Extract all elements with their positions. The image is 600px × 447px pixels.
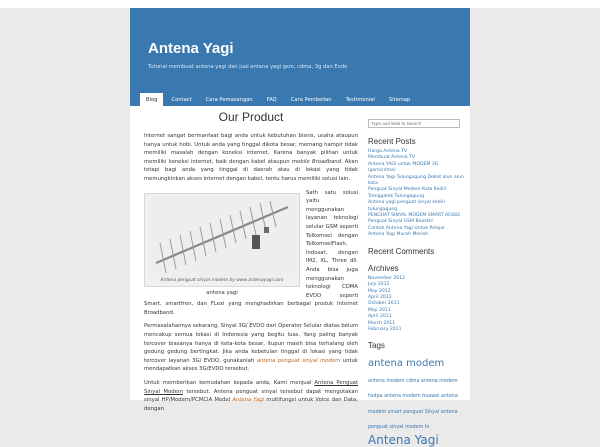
paragraph-problem <box>144 322 358 374</box>
recent-post-link[interactable]: Membuat Antena TV <box>368 155 415 161</box>
nav-item-blog[interactable]: Blog <box>140 93 163 106</box>
recent-post-link[interactable]: Penguat Sinyal GSM Booster <box>368 219 434 225</box>
paragraph-offer <box>144 379 358 413</box>
paragraph-text: untuk mendapatkan akses 3G/EVDO tersebut. <box>144 357 358 373</box>
archive-link[interactable]: November 2012 <box>368 275 406 281</box>
site-header <box>130 8 470 93</box>
figure-caption: antena yagi <box>206 289 238 296</box>
recent-post-link[interactable]: Penguat Sinyal Modem Kota Kediri <box>368 187 447 193</box>
paragraph-solution: Sath satu solusi yaitu menggunakan layanan teknologi selular GSM seperti Telkomsel dengan TelkomselFlash, Indosat, dengan IM2, XL, Three dll. Anda bisa juga menggunakan teknologi CDMA EVDO seperti Smart, smartfren, dan FLexi yang menghadirkan berbagai produk Internet Broadband. <box>144 189 358 316</box>
archive-link[interactable]: March 2011 <box>368 320 396 326</box>
paragraph-text: Permasalahannya sekarang, Sinyal 3G/ EVDO dari Operator Selular diatas belum mencakup semua lokasi di Indonesia yang begitu luas. Yang paling banyak tercover biasanya hanya di kota-kota besar, itupun masih bisa terhalang oleh gedung gedung bertingkat. Jika anda kebetulan tinggal di lokasi yang tidak tercover layanan 3G/ EVDO, gunakanlah <box>144 323 358 364</box>
recent-post-link[interactable]: Contoh Antena Yagi Untuk Pelajar <box>368 225 446 231</box>
nav-item-cara-pembelian[interactable]: Cara Pembelian <box>290 97 332 103</box>
archive-link[interactable]: April 2012 <box>368 294 392 300</box>
paragraph-text: tersebut. Antena penguat sinyal tersebut dapat mengutakan sinyal HP/Modem/PCMCIA Model <box>144 388 358 404</box>
archive-link[interactable]: February 2011 <box>368 326 402 332</box>
recent-post-link[interactable]: PENGUAT SINYAL MODEM SMART AC682 <box>368 213 461 219</box>
paragraph-emphasis: mobile Broadband <box>291 158 341 165</box>
paragraph-text: Internet sangat bermanfaat bagi anda untuk kebutuhan bisnis, usaha ataupun hanya untuk hobi. Untuk anda yang tinggal dikota besar, memang hampir tidak memiliki masalah dengan koneksi internet. Karena banyak pilihan untuk memiliki koneksi internet, baik dengan kabel ataupun <box>144 133 358 165</box>
search-input[interactable] <box>368 119 460 128</box>
archive-link[interactable]: May 2011 <box>368 307 391 313</box>
recent-posts-list <box>368 149 464 239</box>
recent-posts-title: Recent Posts <box>368 137 416 146</box>
archives-title: Archives <box>368 263 399 273</box>
archive-link[interactable]: April 2011 <box>368 314 392 320</box>
figure-frame <box>144 193 300 287</box>
nav-item-contact[interactable]: Contact <box>171 97 192 103</box>
tag-link[interactable]: antena modem cdma antena modem hsdpa antena modem huawei antena modem smart penguat Sinyal antena penguat sinyal modem tv <box>368 378 458 431</box>
product-figure <box>144 193 300 296</box>
archive-link[interactable]: July 2012 <box>368 282 390 288</box>
top-strip <box>0 0 600 8</box>
antenna-photo[interactable] <box>148 197 296 277</box>
link-antena-penguat[interactable]: antena penguat sinyal modem <box>256 357 341 364</box>
site-title[interactable]: Antena Yagi <box>148 40 234 57</box>
paragraph-intro <box>144 132 358 184</box>
link-antena-yagi[interactable]: Antena Yagi <box>232 397 265 404</box>
tags-title: Tags <box>368 341 385 351</box>
article <box>144 110 358 418</box>
recent-post-link[interactable]: Trenggalek Tulungagung <box>368 193 425 199</box>
site-tagline: Tutorial membuat antena yagi dan jual antena yagi gsm, cdma, 3g dan Evdo <box>148 64 348 70</box>
page-title: Our Product <box>218 110 284 124</box>
paragraph-text: . Akan tetapi bagi anda yang tinggal di daerah atau di lokasi yang tidak memungkinkan akses internet dengan kabel, tentu harus memiliki solusi lain. <box>144 158 358 182</box>
yagi-antenna-image <box>148 197 296 277</box>
archive-link[interactable]: October 2011 <box>368 301 400 307</box>
sidebar <box>368 110 464 446</box>
figure-inner-caption: Antena penguat sinyal modem by www.antenayagi.com <box>160 277 284 283</box>
nav-item-cara-pemasangan[interactable]: Cara Pemasangan <box>205 97 253 103</box>
recent-post-link[interactable]: Antena Yagi Tulungagung Dekat alun alun kota <box>368 174 464 187</box>
main-nav <box>130 93 470 106</box>
tag-cloud <box>368 353 464 446</box>
page <box>130 8 470 447</box>
nav-item-sitemap[interactable]: Sitemap <box>388 97 411 103</box>
archive-link[interactable]: May 2012 <box>368 288 391 294</box>
nav-item-faq[interactable]: FAQ <box>266 97 277 103</box>
recent-comments-title: Recent Comments <box>368 246 435 256</box>
recent-post-link[interactable]: Antena yagi penguat sinyal kediri tulungagung <box>368 200 446 212</box>
tag-link[interactable]: Antena Yagi <box>368 433 439 447</box>
paragraph-text: Untuk memberikan kemudahan kepada anda, Kami menjual <box>144 380 315 387</box>
link-antena-penguat-sinyal-modem[interactable]: Antena Penguat Sinyal Modem <box>144 380 358 395</box>
archives-list <box>368 276 464 334</box>
recent-post-link[interactable]: Antena Yagi Murah Meriah <box>368 232 429 238</box>
recent-post-link[interactable]: Harga Antena TV <box>368 149 408 154</box>
nav-item-testimonial[interactable]: Testimonial <box>345 97 375 103</box>
tag-link[interactable]: antena modem <box>368 358 445 370</box>
recent-post-link[interactable]: Antena YAGI untuk MODEM 3G (gsm/cdma) <box>368 161 439 174</box>
paragraph-text: multifungsi untuk Voice dan Data, dengan <box>144 397 358 412</box>
